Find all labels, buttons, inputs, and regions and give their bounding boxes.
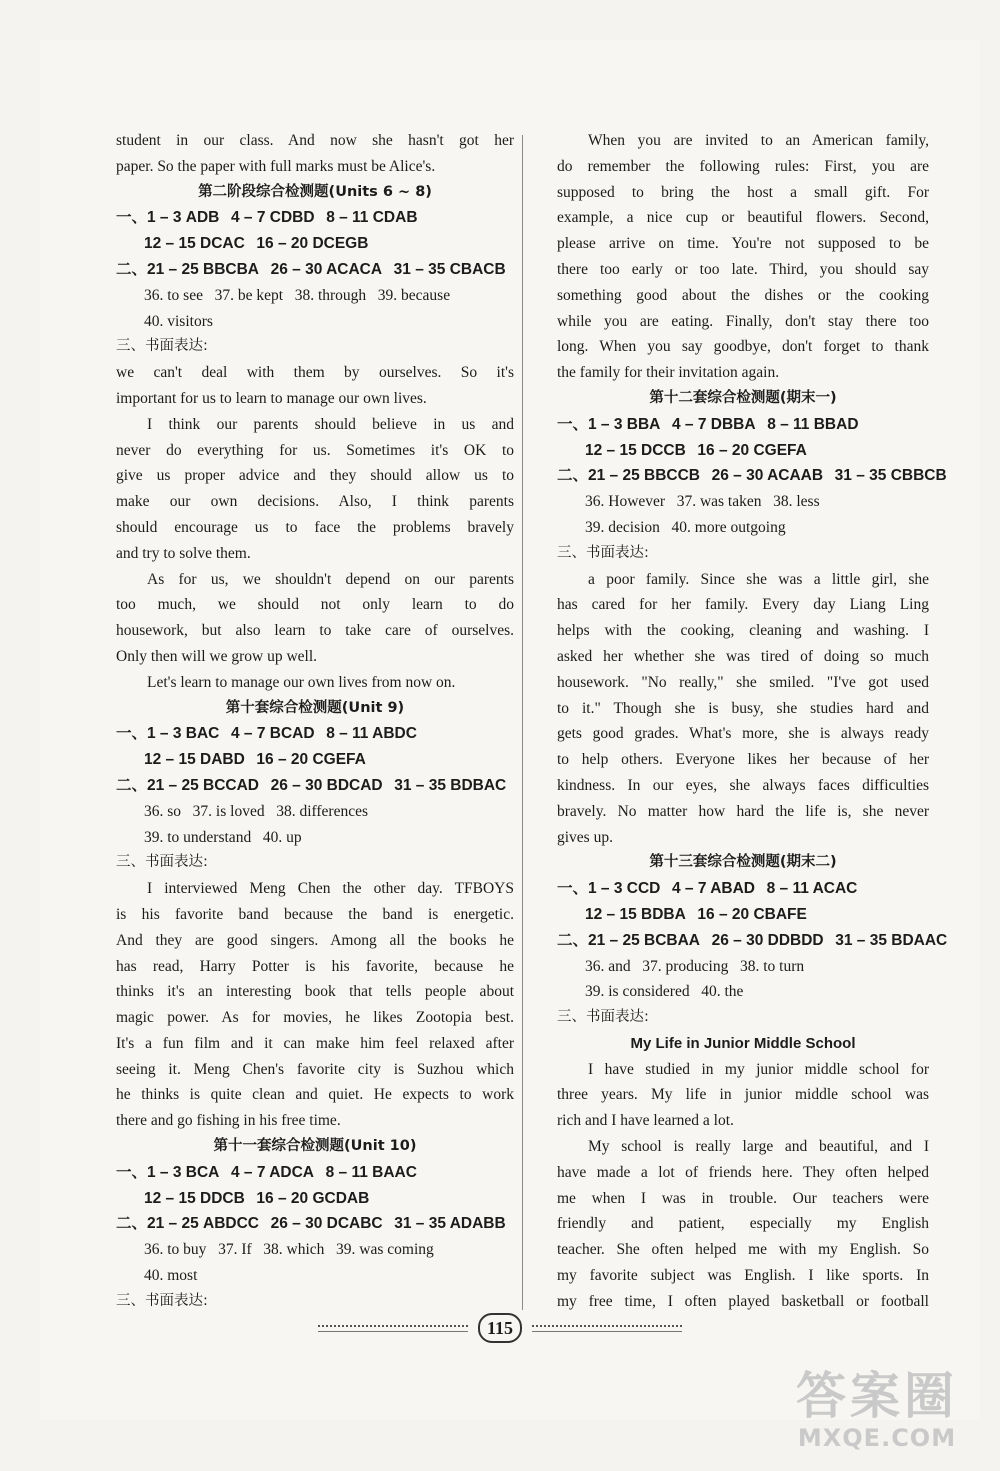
text-line: make our own decisions. Also, I think parents xyxy=(116,493,514,511)
text-line: my favorite subject was English. I like sports. In xyxy=(557,1267,929,1285)
answer-line: 36. However 37. was taken 38. less xyxy=(585,493,820,511)
section-title: 第十一套综合检测题(Unit 10) xyxy=(213,1138,417,1155)
text-line: three years. My life in junior middle school was xyxy=(557,1086,929,1104)
answer-line: 一、1 – 3 CCD 4 – 7 ABAD 8 – 11 ACAC xyxy=(557,880,858,898)
text-line: I think our parents should believe in us and xyxy=(147,415,514,433)
watermark-url: MXQE.COM xyxy=(797,1424,957,1452)
answer-line: 二、21 – 25 BBCCB 26 – 30 ACAAB 31 – 35 CBBCB xyxy=(557,467,947,485)
text-line: have made a lot of friends here. They often helped xyxy=(557,1163,929,1181)
text-line: me when I was in trouble. Our teachers were xyxy=(557,1189,929,1207)
text-line: supposed to bring the host a small gift. For xyxy=(557,183,929,201)
text-line: we can't deal with them by ourselves. So it's xyxy=(116,364,514,382)
text-line: gets good grades. What's more, she is always ready xyxy=(557,725,929,743)
watermark xyxy=(772,1368,982,1463)
text-line: too much, we should not only learn to do xyxy=(116,596,514,614)
text-line: important for us to learn to manage our own lives. xyxy=(116,389,427,407)
answer-line: 12 – 15 DCCB 16 – 20 CGEFA xyxy=(585,441,807,459)
writing-label: 三、书面表达: xyxy=(116,338,208,355)
answer-line: 40. most xyxy=(144,1267,198,1285)
text-line: long. When you say goodbye, don't forget to thank xyxy=(557,338,929,356)
answer-line: 一、1 – 3 BCA 4 – 7 ADCA 8 – 11 BAAC xyxy=(116,1163,417,1181)
answer-line: 39. is considered 40. the xyxy=(585,983,744,1001)
footer-ornament-left xyxy=(318,1325,468,1332)
answer-line: 二、21 – 25 BBCBA 26 – 30 ACACA 31 – 35 CBACB xyxy=(116,260,506,278)
page-number: 115 xyxy=(478,1313,522,1343)
text-line: friendly and patient, especially my English xyxy=(557,1215,929,1233)
text-line: It's a fun film and it can make him feel relaxed after xyxy=(116,1034,514,1052)
text-line: should encourage us to face the problems bravely xyxy=(116,518,514,536)
answer-line: 二、21 – 25 ABDCC 26 – 30 DCABC 31 – 35 ADABB xyxy=(116,1215,506,1233)
text-line: has cared for her family. Every day Liang Ling xyxy=(557,596,929,614)
text-line: helps with the cooking, cleaning and washing. I xyxy=(557,622,929,640)
text-line: teacher. She often helped me with my English. So xyxy=(557,1241,929,1259)
section-title: 第十套综合检测题(Unit 9) xyxy=(225,699,405,716)
text-line: When you are invited to an American family, xyxy=(588,132,929,149)
answer-line: 一、1 – 3 ADB 4 – 7 CDBD 8 – 11 CDAB xyxy=(116,209,418,227)
answer-line: 12 – 15 DCAC 16 – 20 DCEGB xyxy=(144,235,369,253)
text-line: please arrive on time. You're not supposed to be xyxy=(557,235,929,253)
text-line: example, a nice cup or beautiful flowers. Second, xyxy=(557,209,929,227)
watermark-logo-text: 答案圈 xyxy=(796,1367,958,1425)
answer-line: 12 – 15 BDBA 16 – 20 CBAFE xyxy=(585,905,807,923)
answer-line: 二、21 – 25 BCCAD 26 – 30 BDCAD 31 – 35 BDBAC xyxy=(116,776,507,794)
text-line: give us proper advice and they should allow us to xyxy=(116,467,514,485)
text-line: I interviewed Meng Chen the other day. TFBOYS xyxy=(147,880,514,898)
text-line: gives up. xyxy=(557,828,613,846)
text-line: rich and I have learned a lot. xyxy=(557,1112,734,1130)
writing-label: 三、书面表达: xyxy=(557,1009,649,1026)
text-line: student in our class. And now she hasn't got her xyxy=(116,132,514,149)
answer-line: 36. and 37. producing 38. to turn xyxy=(585,957,805,975)
text-line: kindness. In our eyes, she always faces difficulties xyxy=(557,776,929,794)
answer-line: 39. decision 40. more outgoing xyxy=(585,518,786,536)
section-title: 第二阶段综合检测题(Units 6 ~ 8) xyxy=(198,183,432,200)
answer-line: 39. to understand 40. up xyxy=(144,828,302,846)
text-line: the family for their invitation again. xyxy=(557,364,780,382)
essay-title: My Life in Junior Middle School xyxy=(630,1034,856,1052)
writing-label: 三、书面表达: xyxy=(557,544,649,561)
answer-line: 二、21 – 25 BCBAA 26 – 30 DDBDD 31 – 35 BDAAC xyxy=(557,931,948,949)
text-line: while you are eating. Finally, don't stay there too xyxy=(557,312,929,330)
text-line: paper. So the paper with full marks must be Alice's. xyxy=(116,157,436,175)
text-line: there and go fishing in his free time. xyxy=(116,1112,341,1130)
writing-label: 三、书面表达: xyxy=(116,1292,208,1309)
writing-label: 三、书面表达: xyxy=(116,854,208,871)
column-divider xyxy=(522,135,523,1310)
text-line: thinks it's an interesting book that tells people about xyxy=(116,983,514,1001)
text-line: Let's learn to manage our own lives from now on. xyxy=(147,673,456,691)
text-line: my free time, I often played basketball or football xyxy=(557,1292,929,1310)
text-line: bravely. No matter how hard the life is, she never xyxy=(557,802,929,820)
text-line: to it." Though she is busy, she studies hard and xyxy=(557,699,929,717)
answer-line: 36. to see 37. be kept 38. through 39. because xyxy=(144,286,451,304)
text-line: do remember the following rules: First, you are xyxy=(557,157,929,175)
text-line: he thinks is quite clean and quiet. He expects to work xyxy=(116,1086,514,1104)
page-footer xyxy=(0,1313,1000,1343)
text-line: there too early or too late. Third, you should say xyxy=(557,260,929,278)
footer-ornament-right xyxy=(532,1325,682,1332)
text-line: Only then will we grow up well. xyxy=(116,647,318,665)
answer-line: 36. so 37. is loved 38. differences xyxy=(144,802,369,820)
answer-line: 36. to buy 37. If 38. which 39. was coming xyxy=(144,1241,434,1259)
answer-line: 一、1 – 3 BAC 4 – 7 BCAD 8 – 11 ABDC xyxy=(116,725,417,743)
text-line: magic power. As for movies, he likes Zootopia best. xyxy=(116,1009,514,1027)
text-line: housework. "No really," she smiled. "I've got used xyxy=(557,673,929,691)
text-line: something good about the dishes or the cooking xyxy=(557,286,929,304)
answer-line: 一、1 – 3 BBA 4 – 7 DBBA 8 – 11 BBAD xyxy=(557,415,859,433)
text-line: a poor family. Since she was a little girl, she xyxy=(588,570,929,588)
text-line: never do everything for us. Sometimes it's OK to xyxy=(116,441,514,459)
right-column xyxy=(557,128,948,1315)
text-line: My school is really large and beautiful, and I xyxy=(588,1138,929,1156)
text-line: to help others. Everyone likes her because of her xyxy=(557,751,929,769)
text-line: and try to solve them. xyxy=(116,544,251,562)
text-line: seeing it. Meng Chen's favorite city is Suzhou which xyxy=(116,1060,514,1078)
text-line: asked her whether she was tired of doing so much xyxy=(557,647,929,665)
answer-line: 12 – 15 DDCB 16 – 20 GCDAB xyxy=(144,1189,370,1207)
section-title: 第十二套综合检测题(期末一) xyxy=(649,389,837,406)
text-line: As for us, we shouldn't depend on our parents xyxy=(147,570,514,588)
text-line: housework, but also learn to take care of ourselves. xyxy=(116,622,514,640)
text-line: I have studied in my junior middle school for xyxy=(588,1060,929,1078)
text-line: And they are good singers. Among all the books he xyxy=(116,931,514,949)
text-line: is his favorite band because the band is energetic. xyxy=(116,905,514,923)
left-column xyxy=(116,128,514,1315)
section-title: 第十三套综合检测题(期末二) xyxy=(649,854,837,871)
answer-line: 40. visitors xyxy=(144,312,213,330)
answer-line: 12 – 15 DABD 16 – 20 CGEFA xyxy=(144,751,366,769)
text-line: has read, Harry Potter is his favorite, because he xyxy=(116,957,514,975)
